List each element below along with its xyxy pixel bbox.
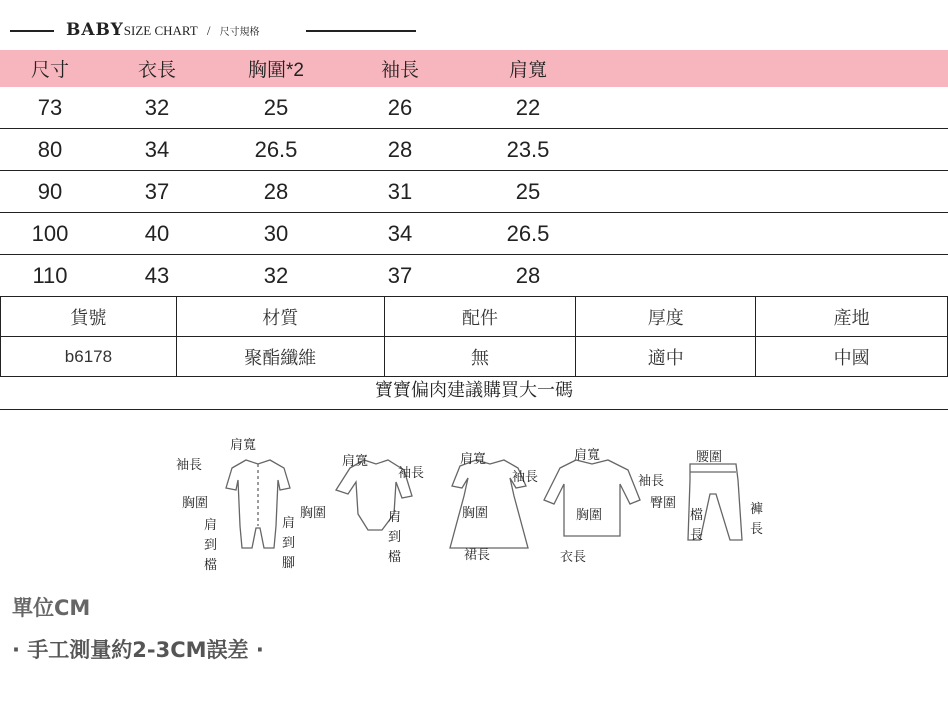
info-header: 貨號 [1,297,177,337]
title-zh: 尺寸規格 [219,27,260,38]
cell: 26.5 [214,129,338,171]
pants-hip-label: 臀圍 [650,496,677,511]
top-sleeve-label: 袖長 [638,474,665,489]
cell: 40 [100,213,214,255]
romper-icon [226,460,290,548]
chart-title [10,18,430,44]
cell: 43 [100,255,214,297]
item-number: b6178 [1,337,177,377]
romper-sleeve-label: 袖長 [176,458,203,473]
title-line-right [306,30,416,32]
romper-foot-label-1: 肩 [282,516,296,531]
col-sleeve: 袖長 [338,50,462,87]
table-row [0,171,948,213]
cell: 25 [462,171,594,213]
cell: 32 [214,255,338,297]
title-line-left [10,30,54,32]
dress-skirt-label: 裙長 [464,548,491,563]
pants-rise-label-2: 長 [690,528,704,543]
table-row [0,213,948,255]
cell: 100 [0,213,100,255]
col-length: 衣長 [100,50,214,87]
size-advice-note: 寶寶偏肉建議購買大一碼 [0,372,948,410]
table-row [0,255,948,297]
cell: 37 [338,255,462,297]
romper-shoulder-label: 肩寬 [230,438,257,453]
dress-sleeve-label: 袖長 [512,470,539,485]
cell: 26 [338,87,462,129]
bodysuit-crotch-label-2: 到 [388,530,402,545]
bodysuit-crotch-label-1: 肩 [388,510,402,525]
info-table [0,296,948,377]
cell: 90 [0,171,100,213]
cell: 110 [0,255,100,297]
top-length-label: 衣長 [560,550,587,565]
table-row [0,129,948,171]
cell [594,213,948,255]
bodysuit-crotch-label-3: 檔 [388,550,402,565]
pants-waist-label: 腰圍 [696,450,723,465]
info-value-row [1,337,948,377]
cell [594,255,948,297]
col-shoulder: 肩寬 [462,50,594,87]
cell: 28 [214,171,338,213]
top-shoulder-label: 肩寬 [574,448,601,463]
romper-foot-label-3: 腳 [282,556,296,571]
romper-chest-label: 胸圍 [182,496,209,511]
size-table [0,50,948,297]
cell: 31 [338,171,462,213]
measurement-diagrams [160,430,780,580]
info-header: 材質 [176,297,384,337]
col-size: 尺寸 [0,50,100,87]
measurement-error-note: · 手工測量約2-3CM誤差 · [12,638,264,662]
cell: 37 [100,171,214,213]
pants-length-label-2: 長 [750,522,764,537]
cell: 80 [0,129,100,171]
romper-foot-label-2: 到 [282,536,296,551]
cell: 32 [100,87,214,129]
cell: 30 [214,213,338,255]
title-en: SIZE CHART [123,23,198,38]
cell: 26.5 [462,213,594,255]
size-table-header [0,50,948,87]
pants-length-label-1: 褲 [750,502,764,517]
cell: 25 [214,87,338,129]
bodysuit-chest-label: 胸圍 [300,506,327,521]
table-row [0,87,948,129]
dress-chest-label: 胸圍 [462,506,489,521]
cell [594,87,948,129]
cell: 28 [338,129,462,171]
title-separator: / [206,23,211,38]
romper-crotch-label-2: 到 [204,538,218,553]
romper-crotch-label-3: 檔 [204,558,218,573]
accessories: 無 [384,337,576,377]
info-header-row [1,297,948,337]
col-chest: 胸圍*2 [214,50,338,87]
cell: 34 [100,129,214,171]
info-header: 產地 [756,297,948,337]
thickness: 適中 [576,337,756,377]
cell: 73 [0,87,100,129]
romper-crotch-label-1: 肩 [204,518,218,533]
col-blank [594,50,948,87]
cell: 34 [338,213,462,255]
dress-shoulder-label: 肩寬 [460,452,487,467]
unit-label: 單位CM [12,596,91,620]
bodysuit-sleeve-label: 袖長 [398,466,425,481]
info-header: 配件 [384,297,576,337]
pants-rise-label-1: 檔 [690,508,704,523]
cell: 23.5 [462,129,594,171]
origin: 中國 [756,337,948,377]
cell [594,171,948,213]
title-text [66,20,260,40]
material: 聚酯纖維 [176,337,384,377]
cell [594,129,948,171]
top-chest-label: 胸圍 [576,508,603,523]
info-header: 厚度 [576,297,756,337]
cell: 22 [462,87,594,129]
cell: 28 [462,255,594,297]
brand-label: BABY [66,20,124,40]
bodysuit-shoulder-label: 肩寬 [342,454,369,469]
top-icon [544,460,640,536]
